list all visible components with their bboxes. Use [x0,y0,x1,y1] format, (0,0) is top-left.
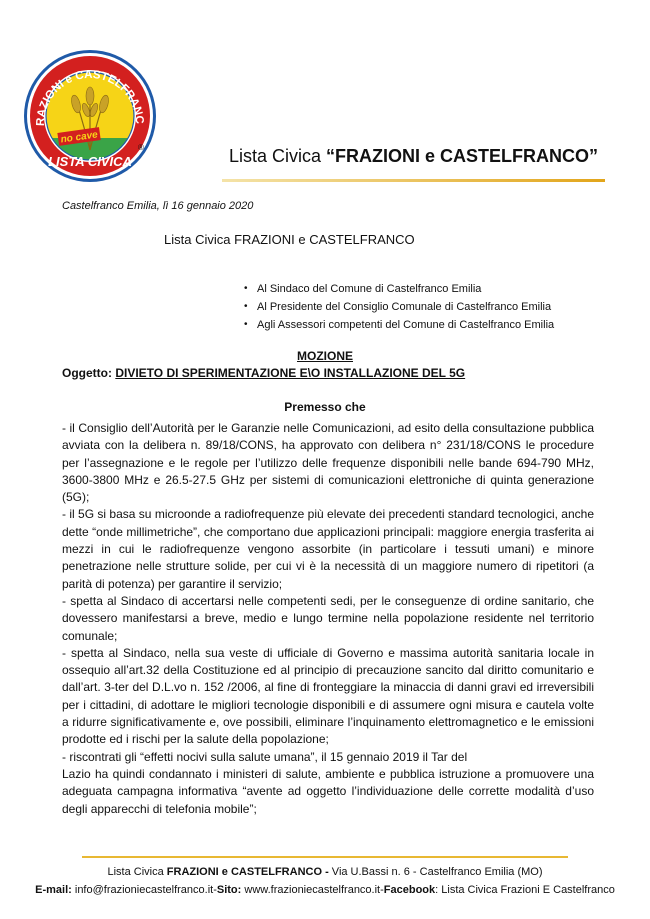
body-paragraph: - riscontrati gli “effetti nocivi sulla salute umana”, il 15 gennaio 2019 il Tar del [62,749,468,764]
list-logo [20,46,160,184]
motion-heading: MOZIONE [297,349,353,363]
footer-address [0,866,650,878]
body-paragraph: - il Consiglio dell’Autorità per le Garanzie nelle Comunicazioni, ad esito della consultazione pubblica avviata con la delibera n. 89/18/CONS, ha approvato con delibera n° 231/18/CONS le procedure per l’assegnazione e le regole per l’utilizzo delle frequenze disponibili nelle bande 694-790 MHz, 3600-3800 MHz e 26.5-27.5 GHz per sistemi di comunicazioni elettroniche di quinta generazione (5G); [62,421,594,505]
sender-title: Lista Civica FRAZIONI e CASTELFRANCO [164,232,415,247]
footer-site-link[interactable]: www.frazioniecastelfranco.it- [241,884,384,896]
letterhead-title [229,146,598,167]
body-paragraph: - il 5G si basa su microonde a radiofrequenze più elevate dei precedenti standard tecnologici, anche dette “onde millimetriche”, che comportano due applicazioni principali: maggiore energia trasferita ai mezzi in cui le radiofrequenze vengono assorbite (in particolare i tessuti umani) e minore penetrazione nelle strutture solide, per cui vi è la necessità di un maggiore numero di ripetitori (a parità di potenza) per garantire il servizio; [62,507,594,591]
letterhead-title-prefix: Lista Civica [229,146,327,166]
logo-bottom-text: LISTA CIVICA [48,154,132,169]
logo-registered-mark: ® [138,143,144,152]
footer-prefix: Lista Civica [107,866,167,878]
motion-body [62,420,594,818]
footer-contacts [0,884,650,896]
footer-facebook-label: Facebook [383,884,436,896]
footer-address-text: Via U.Bassi n. 6 - Castelfranco Emilia (MO) [328,866,543,878]
date-line: Castelfranco Emilia, lì 16 gennaio 2020 [62,200,254,212]
letterhead-title-strong: “FRAZIONI e CASTELFRANCO” [326,146,599,166]
logo-emblem [20,46,160,184]
logo-arc-text: RAZIONI e CASTELFRANC [34,68,146,127]
body-paragraph: - spetta al Sindaco, nella sua veste di ufficiale di Governo e massima autorità sanitaria locale in ossequio all’art.32 della Costituzione ed al principio di precauzione sancito dal diritto comunitario e dall’art. 3-ter del D.L.vo n. 152 /2006, al fine di fronteggiare la minaccia di danni gravi ed irreversibili per i cittadini, di adottare le migliori tecnologie disponibili e di assumere ogni misura e cautela volte a ridurre significativamente e, ove possibili, eliminare l’inquinamento elettromagnetico e le emissioni prodotte ed i rischi per la salute della popolazione; [62,645,594,747]
logo-tag-text: no cave [59,129,99,146]
subject-label: Oggetto: [62,366,116,380]
letterhead-rule [222,179,605,182]
subject-text: DIVIETO DI SPERIMENTAZIONE E\O INSTALLAZIONE DEL 5G [115,366,466,380]
body-paragraph: Lazio ha quindi condannato i ministeri di salute, ambiente e pubblica istruzione a promuovere una adeguata campagna informativa “avente ad oggetto l’individuazione delle corrette modalità d’uso degli apparecchi di telefonia mobile”; [62,766,594,816]
footer-facebook-link[interactable]: : Lista Civica Frazioni E Castelfranco [435,884,615,896]
footer-list-name: FRAZIONI e CASTELFRANCO - [166,866,329,878]
recipient-item: • Al Presidente del Consiglio Comunale di Castelfranco Emilia [244,298,554,316]
recipient-item: • Al Sindaco del Comune di Castelfranco Emilia [244,280,554,298]
footer-site-label: Sito: [216,884,242,896]
body-paragraph: - spetta al Sindaco di accertarsi nelle competenti sedi, per le conseguenze di ordine sanitario, che dovessero manifestarsi a breve, medio e lungo termine nella popolazione residente nel territorio comunale; [62,593,594,643]
premise-heading: Premesso che [284,400,366,414]
footer-rule [82,856,568,858]
footer-email-label: E-mail: [35,884,72,896]
subject-line [62,366,465,380]
recipient-item: • Agli Assessori competenti del Comune di Castelfranco Emilia [244,316,554,334]
footer-email-link[interactable]: info@frazioniecastelfranco.it- [71,884,217,896]
recipient-list [244,280,554,334]
